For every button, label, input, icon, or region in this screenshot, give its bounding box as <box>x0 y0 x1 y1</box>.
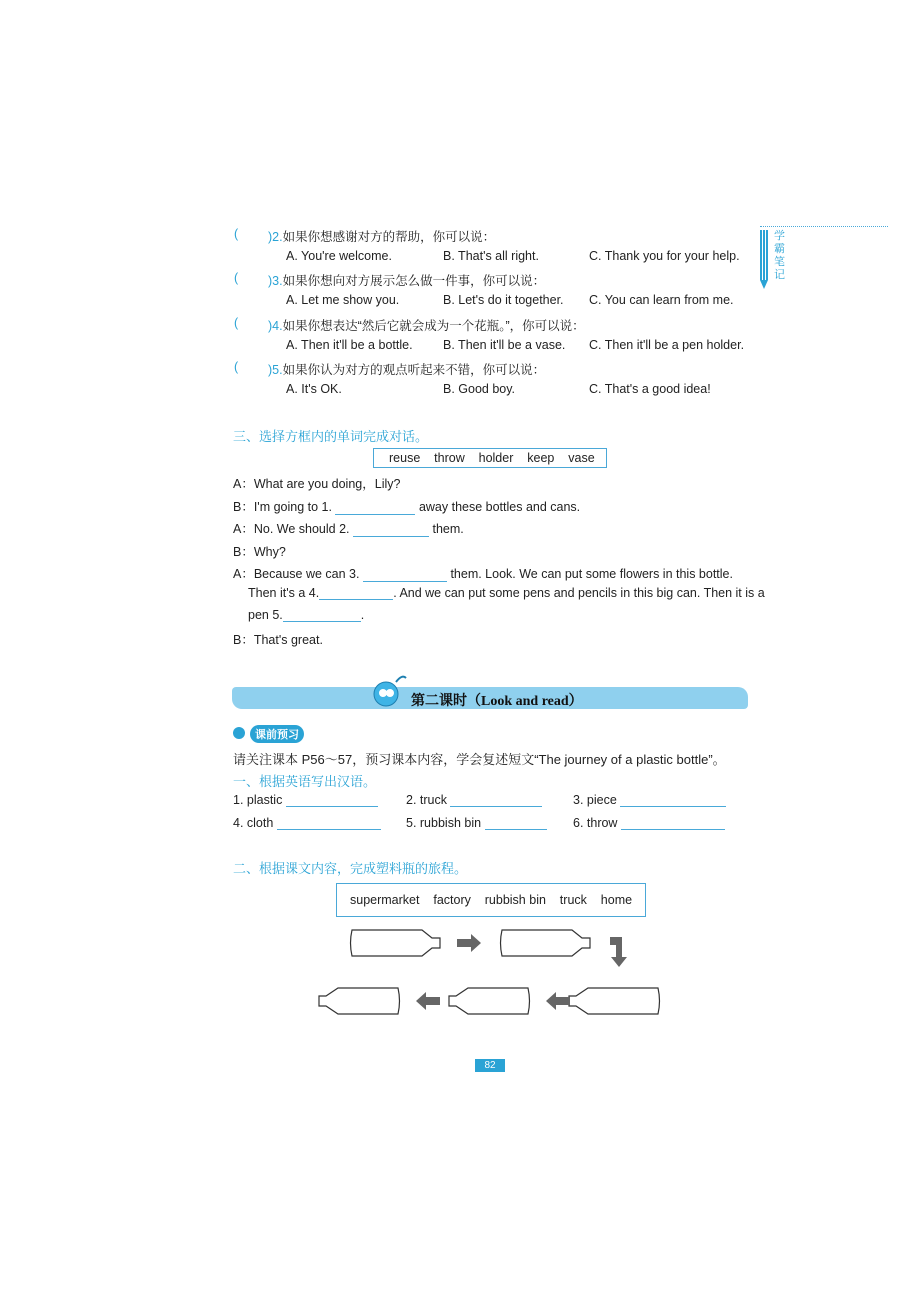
answer-option: A. Let me show you. <box>286 293 400 307</box>
question-prompt: )3.如果你想向对方展示怎么做一件事，你可以说： <box>268 274 546 288</box>
vocab-item: 4. cloth <box>233 816 381 830</box>
answer-option: C. You can learn from me. <box>589 293 734 307</box>
question-prompt: )2.如果你想感谢对方的帮助，你可以说： <box>268 230 496 244</box>
word-box-text: reuse throw holder keep vase <box>389 451 595 465</box>
vocab-blank[interactable] <box>485 817 547 830</box>
side-note-char: 记 <box>774 269 785 281</box>
answer-paren[interactable]: ( <box>234 227 239 241</box>
answer-option: A. It's OK. <box>286 382 342 396</box>
side-note-char: 笔 <box>774 256 785 268</box>
dialogue-line: pen 5. . <box>248 608 365 622</box>
vocab-blank[interactable] <box>286 794 378 807</box>
dialogue-line: Then it's a 4. . And we can put some pens and pencils in this big can. Then it is a <box>248 586 765 600</box>
answer-option: A. Then it'll be a bottle. <box>286 338 413 352</box>
sidebar-divider <box>760 226 888 227</box>
answer-option: C. That's a good idea! <box>589 382 711 396</box>
answer-paren[interactable]: ( <box>234 360 239 374</box>
vocab-item: 1. plastic <box>233 793 378 807</box>
answer-option: C. Then it'll be a pen holder. <box>589 338 745 352</box>
pencil-icon <box>760 230 769 280</box>
page-number: 82 <box>475 1059 505 1072</box>
answer-blank-1[interactable] <box>335 502 415 515</box>
answer-blank-4[interactable] <box>319 587 393 600</box>
pencil-tip-icon <box>760 280 768 289</box>
dialogue-line: B：I'm going to 1. away these bottles and cans. <box>233 500 581 514</box>
vocab-item: 5. rubbish bin <box>406 816 547 830</box>
section3-title: 三、选择方框内的单词完成对话。 <box>233 429 429 444</box>
vocab-item: 6. throw <box>573 816 725 830</box>
dialogue-line: A：Because we can 3. them. Look. We can put some flowers in this bottle. <box>233 567 733 581</box>
answer-option: A. You're welcome. <box>286 249 392 263</box>
answer-paren[interactable]: ( <box>234 316 239 330</box>
answer-option: B. Then it'll be a vase. <box>443 338 566 352</box>
bottle-icon <box>319 930 660 1014</box>
side-note-char: 霸 <box>774 243 785 255</box>
mascot-icon <box>366 672 408 712</box>
bottle-journey-diagram <box>310 925 670 1025</box>
vocab-blank[interactable] <box>621 817 725 830</box>
journey-words: supermarket factory rubbish bin truck home <box>350 893 633 907</box>
side-note-char: 学 <box>774 230 785 242</box>
dialogue-line: B：Why? <box>233 545 286 559</box>
preview-intro: 请关注课本 P56～57，预习课本内容，学会复述短文“The journey of a plastic bottle”。 <box>233 752 726 767</box>
vocab-blank[interactable] <box>277 817 381 830</box>
vocab-item: 2. truck <box>406 793 542 807</box>
part1-title: 一、根据英语写出汉语。 <box>233 774 377 789</box>
dialogue-line: B：That's great. <box>233 633 323 647</box>
question-prompt: )4.如果你想表达“然后它就会成为一个花瓶。”，你可以说： <box>268 319 585 333</box>
dialogue-line: A：No. We should 2. them. <box>233 522 464 536</box>
answer-option: C. Thank you for your help. <box>589 249 740 263</box>
answer-blank-2[interactable] <box>353 524 429 537</box>
answer-option: B. Let's do it together. <box>443 293 564 307</box>
preview-badge: 课前预习 <box>250 725 304 743</box>
dialogue-line: A：What are you doing，Lily? <box>233 477 401 491</box>
vocab-blank[interactable] <box>450 794 542 807</box>
question-prompt: )5.如果你认为对方的观点听起来不错，你可以说： <box>268 363 546 377</box>
answer-paren[interactable]: ( <box>234 271 239 285</box>
preview-icon <box>233 727 245 739</box>
vocab-blank[interactable] <box>620 794 726 807</box>
vocab-item: 3. piece <box>573 793 726 807</box>
answer-option: B. That's all right. <box>443 249 539 263</box>
answer-blank-3[interactable] <box>363 569 447 582</box>
answer-option: B. Good boy. <box>443 382 516 396</box>
side-note <box>774 230 786 282</box>
part2-title: 二、根据课文内容，完成塑料瓶的旅程。 <box>233 861 468 876</box>
lesson-title: 第二课时（Look and read） <box>411 694 583 709</box>
answer-blank-5[interactable] <box>283 609 361 622</box>
